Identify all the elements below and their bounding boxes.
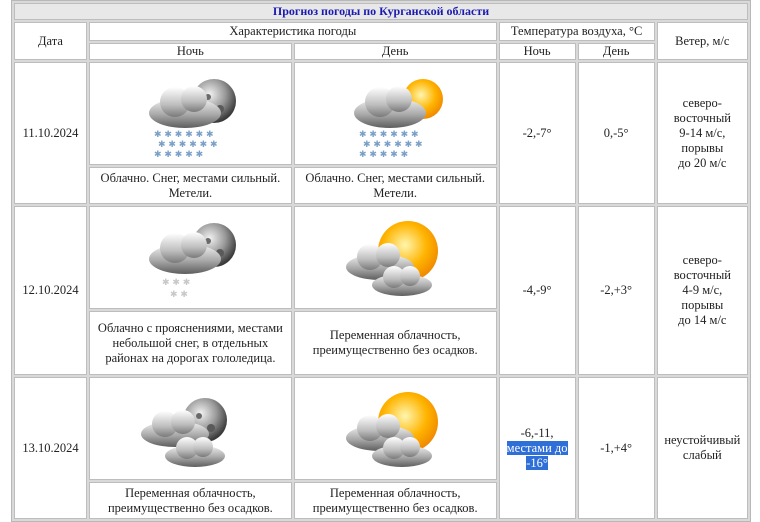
header-weather-night: Ночь (89, 43, 292, 60)
forecast-table (11, 0, 751, 522)
temp-night: -2,-7° (499, 62, 576, 204)
day-description: Переменная облачность, преимущественно без осадков. (294, 311, 497, 375)
header-weather: Характеристика погоды (89, 22, 497, 41)
temp-day: 0,-5° (578, 62, 655, 204)
row-date: 13.10.2024 (14, 377, 87, 519)
sun-cloud-heavy-snow-icon (335, 69, 455, 159)
highlighted-text[interactable]: местами до (506, 440, 568, 455)
row-date: 11.10.2024 (14, 62, 87, 204)
moon-cloud-icon (125, 384, 255, 474)
night-description: Переменная облачность, преимущественно без осадков. (89, 482, 292, 519)
temp-day: -1,+4° (578, 377, 655, 519)
day-weather-icon-cell (294, 206, 497, 309)
svg-text:✱ ✱ ✱ ✱ ✱: ✱ ✱ ✱ ✱ ✱ (154, 149, 204, 159)
wind: северо- восточный 4-9 м/с, порывы до 14 м/с (657, 206, 748, 375)
day-description: Переменная облачность, преимущественно без осадков. (294, 482, 497, 519)
row-date: 12.10.2024 (14, 206, 87, 375)
moon-cloud-heavy-snow-icon (130, 69, 250, 159)
header-temp-night: Ночь (499, 43, 576, 60)
night-description: Облачно с прояснениями, местами небольшой снег, в отдельных районах на дорогах гололедица. (89, 311, 292, 375)
table-row (14, 206, 748, 309)
header-temperature: Температура воздуха, °С (499, 22, 655, 41)
day-weather-icon-cell (294, 377, 497, 480)
night-weather-icon-cell (89, 377, 292, 480)
wind: северо- восточный 9-14 м/с, порывы до 20 м/с (657, 62, 748, 204)
table-row (14, 377, 748, 480)
night-weather-icon-cell (89, 62, 292, 165)
svg-text:✱ ✱ ✱ ✱ ✱: ✱ ✱ ✱ ✱ ✱ (359, 149, 409, 159)
sun-cloud-icon (330, 384, 460, 474)
svg-text:✱ ✱ ✱: ✱ ✱ ✱ (162, 277, 191, 288)
night-weather-icon-cell (89, 206, 292, 309)
header-date: Дата (14, 22, 87, 60)
svg-text:✱ ✱ ✱ ✱ ✱ ✱: ✱ ✱ ✱ ✱ ✱ ✱ (363, 139, 423, 150)
moon-cloud-light-snow-icon (130, 213, 250, 303)
temp-day: -2,+3° (578, 206, 655, 375)
svg-text:✱ ✱ ✱ ✱ ✱ ✱: ✱ ✱ ✱ ✱ ✱ ✱ (359, 129, 419, 140)
temp-night: -6,-11, местами до -16° (499, 377, 576, 519)
header-weather-day: День (294, 43, 497, 60)
svg-text:✱ ✱ ✱ ✱ ✱ ✱: ✱ ✱ ✱ ✱ ✱ ✱ (154, 129, 214, 140)
svg-text:✱ ✱ ✱ ✱ ✱ ✱: ✱ ✱ ✱ ✱ ✱ ✱ (158, 139, 218, 150)
wind: неустойчивый слабый (657, 377, 748, 519)
temp-night: -4,-9° (499, 206, 576, 375)
table-row (14, 62, 748, 165)
table-title: Прогноз погоды по Курганской области (14, 3, 748, 20)
svg-text:✱ ✱: ✱ ✱ (170, 289, 189, 300)
night-description: Облачно. Снег, местами сильный. Метели. (89, 167, 292, 204)
sun-cloud-icon (330, 213, 460, 303)
header-wind: Ветер, м/с (657, 22, 748, 60)
header-temp-day: День (578, 43, 655, 60)
day-weather-icon-cell (294, 62, 497, 165)
day-description: Облачно. Снег, местами сильный. Метели. (294, 167, 497, 204)
highlighted-text[interactable]: -16° (526, 455, 548, 470)
